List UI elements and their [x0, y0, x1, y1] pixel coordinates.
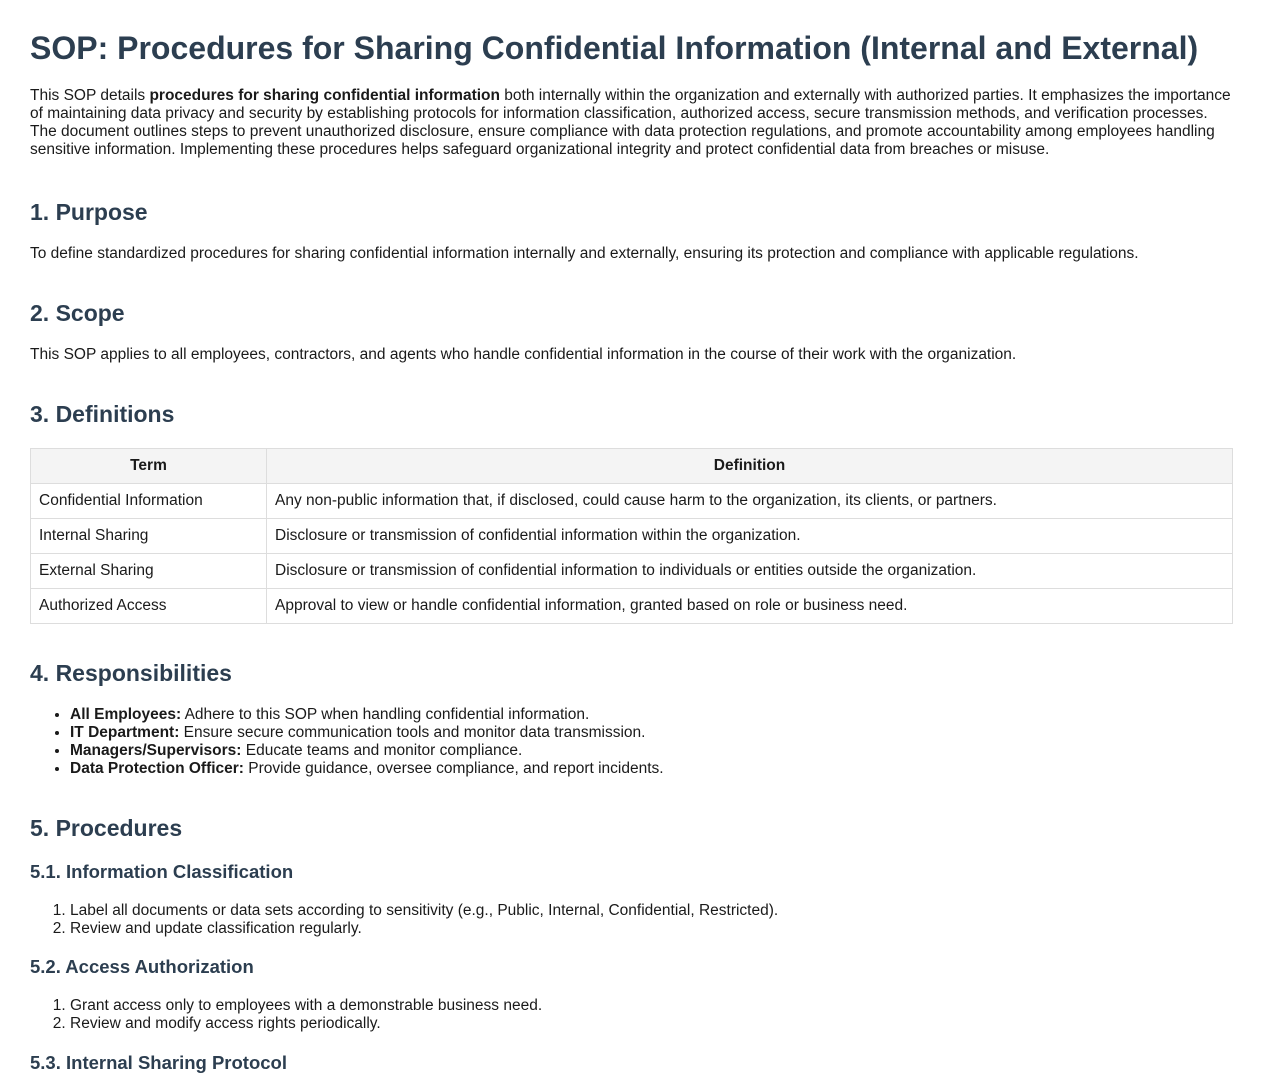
intro-prefix: This SOP details — [30, 87, 150, 104]
classification-steps — [30, 902, 778, 938]
list-item: 2. Review and modify access rights periodically. — [70, 1015, 542, 1033]
subsection-heading-internal-sharing: 5.3. Internal Sharing Protocol — [30, 1052, 287, 1073]
responsibilities-list — [30, 706, 664, 778]
purpose-heading: 1. Purpose — [30, 199, 148, 225]
list-item — [70, 724, 664, 742]
role-description: Ensure secure communication tools and monitor data transmission. — [179, 724, 646, 741]
table-row — [31, 589, 1233, 624]
list-item — [70, 742, 664, 760]
intro-paragraph — [30, 87, 1233, 159]
term-cell: Confidential Information — [31, 484, 267, 519]
role-label: All Employees: — [70, 706, 182, 723]
definitions-table — [30, 448, 1233, 624]
list-item: 2. Review and update classification regularly. — [70, 920, 778, 938]
role-label: Managers/Supervisors: — [70, 742, 242, 759]
procedures-heading: 5. Procedures — [30, 815, 183, 841]
term-cell: Authorized Access — [31, 589, 267, 624]
page-title: SOP: Procedures for Sharing Confidential Information (Internal and External) — [30, 30, 1199, 66]
role-label: IT Department: — [70, 724, 180, 741]
list-item — [70, 760, 664, 778]
term-cell: External Sharing — [31, 554, 267, 589]
table-row — [31, 519, 1233, 554]
list-item — [70, 706, 664, 724]
intro-suffix: both internally within the organization and externally with authorized parties. It emphasizes the importance of maintaining data privacy and security by establishing protocols for information classification, authorized access, secure transmission methods, and verification processes. The document outlines steps to prevent unauthorized disclosure, ensure compliance with data protection regulations, and promote accountability among employees handling sensitive information. Implementing these procedures helps safeguard organizational integrity and protect confidential data from breaches or misuse. — [30, 87, 1231, 158]
column-header-term: Term — [31, 449, 267, 484]
definition-cell: Disclosure or transmission of confidential information within the organization. — [267, 519, 1233, 554]
purpose-text: To define standardized procedures for sharing confidential information internally and externally, ensuring its protection and compliance with applicable regulations. — [30, 245, 1139, 262]
table-row — [31, 484, 1233, 519]
table-header-row — [31, 449, 1233, 484]
role-description: Provide guidance, oversee compliance, and report incidents. — [243, 760, 664, 777]
list-item: 1. Label all documents or data sets according to sensitivity (e.g., Public, Internal, Confidential, Restricted). — [70, 902, 778, 920]
scope-heading: 2. Scope — [30, 300, 125, 326]
access-steps — [30, 997, 542, 1033]
definition-cell: Approval to view or handle confidential information, granted based on role or business need. — [267, 589, 1233, 624]
definition-cell: Disclosure or transmission of confidential information to individuals or entities outside the organization. — [267, 554, 1233, 589]
role-label: Data Protection Officer: — [70, 760, 244, 777]
responsibilities-heading: 4. Responsibilities — [30, 660, 232, 686]
list-item: 1. Grant access only to employees with a demonstrable business need. — [70, 997, 542, 1015]
scope-text: This SOP applies to all employees, contractors, and agents who handle confidential information in the course of their work with the organization. — [30, 346, 1017, 363]
term-cell: Internal Sharing — [31, 519, 267, 554]
subsection-heading-classification: 5.1. Information Classification — [30, 861, 294, 882]
subsection-heading-access: 5.2. Access Authorization — [30, 956, 254, 977]
definition-cell: Any non-public information that, if disclosed, could cause harm to the organization, its clients, or partners. — [267, 484, 1233, 519]
role-description: Educate teams and monitor compliance. — [241, 742, 523, 759]
role-description: Adhere to this SOP when handling confidential information. — [181, 706, 590, 723]
definitions-heading: 3. Definitions — [30, 401, 175, 427]
table-row — [31, 554, 1233, 589]
column-header-definition: Definition — [267, 449, 1233, 484]
intro-bold: procedures for sharing confidential information — [149, 87, 500, 104]
